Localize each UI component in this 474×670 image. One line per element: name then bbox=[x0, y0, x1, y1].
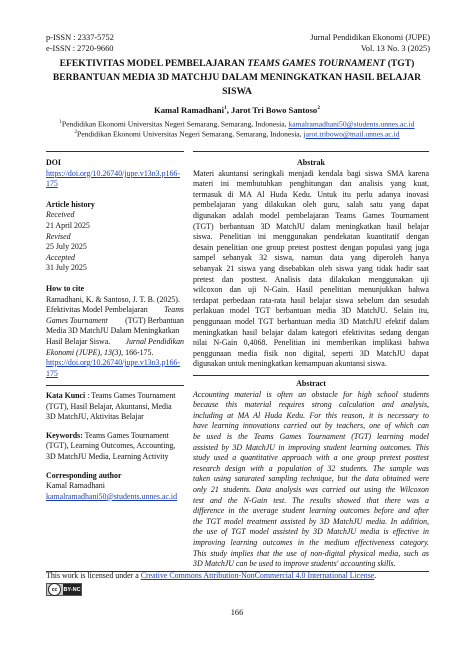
abstrak-line: (TGT) berbantuan 3D MatchJU dalam meningkatkan hasil belajar bbox=[193, 221, 429, 231]
abstrak-line: desain penelitian one group pretest posttest dengan populasi yang juga bbox=[193, 242, 429, 252]
abstrak-line: sampel sebanyak 32 siswa, namun data yang diperoleh hanya bbox=[193, 253, 429, 263]
abstrak-line: pretest dan posttest. Analisis data dilakukan menggunakan uji bbox=[193, 274, 429, 284]
abstract-line: test and the N-Gain test. The results showed that there was a bbox=[193, 495, 429, 505]
abstrak-line: materi ini membutuhkan penghitungan dan analisis yang kuat, bbox=[193, 179, 429, 189]
abstrak-line: termasuk di MA Al Huda Kedu. Untuk itu perlu adanya inovasi bbox=[193, 189, 429, 199]
revised-date: 25 July 2025 bbox=[46, 242, 87, 252]
affiliation-2-email[interactable]: jarot.tribowo@mail.unnes.ac.id bbox=[303, 129, 400, 139]
abstract-line: because this material requires strong calculation and analysis, bbox=[193, 400, 429, 410]
abstract-line: taken using saturated sampling technique, but the data obtained were bbox=[193, 474, 429, 484]
abstrak-line: sebanyak 21 siswa yang disebabkan oleh siswa yang tidak hadir saat bbox=[193, 263, 429, 273]
abstrak-line: terdapat perbedaan rata-rata hasil belajar siswa sebelum dan sesudah bbox=[193, 295, 429, 305]
title-line-2: BERBANTUAN MEDIA 3D MATCHJU DALAM MENINGKATKAN HASIL BELAJAR bbox=[52, 72, 422, 83]
title-line-3: SISWA bbox=[222, 86, 252, 97]
citation-doi-link[interactable]: https://doi.org/10.26740/jupe.v13n3.p166- 175 bbox=[46, 358, 180, 378]
abstrak-section bbox=[193, 158, 429, 370]
affiliation-2: $^2$Pendidikan Ekonomi Universitas Negeri Semarang, Semarang, Indonesia, jarot.tribowo@mail.unnes.ac.id bbox=[74, 129, 400, 139]
accepted-label: Accepted bbox=[46, 252, 75, 262]
license-link[interactable]: Creative Commons Attribution-NonCommercial 4.0 International License bbox=[140, 571, 375, 580]
revised-label: Revised bbox=[46, 231, 71, 241]
abstract-heading: Abstract bbox=[296, 379, 326, 388]
abstract-line: be used is the Teams Games Tournament (TGT) learning model bbox=[193, 431, 429, 441]
abstract-body bbox=[193, 390, 429, 570]
abstrak-line: nilai N-Gain 0,4068. Penelitian ini memberikan implikasi bahwa bbox=[193, 338, 429, 348]
accepted-date: 31 July 2025 bbox=[46, 263, 87, 273]
article-info-sidebar bbox=[46, 158, 184, 379]
abstract-line: including at MA Al Huda Kedu. For this reason, it is necessary to bbox=[193, 410, 429, 420]
abstract-line: only 21 students. Data analysis was carried out using the Wilcoxon bbox=[193, 484, 429, 494]
abstrak-line: digunakan adalah model pembelajaran Teams Games Tournament bbox=[193, 210, 429, 220]
abstrak-line: pembelajaran yang dilakukan oleh guru, salah satu yang dapat bbox=[193, 200, 429, 210]
abstract-line: difference in the average student learning outcomes before and after bbox=[193, 506, 429, 516]
abstrak-line: siswa. Penelitian ini menggunakan pendekatan kuantitatif dengan bbox=[193, 232, 429, 242]
received-date: 21 April 2025 bbox=[46, 220, 90, 230]
abstract-line: improving learning outcomes in the medium effectiveness category. bbox=[193, 537, 429, 547]
journal-name: Jurnal Pendidikan Ekonomi (JUPE) bbox=[310, 33, 430, 42]
kata-kunci: Kata Kunci : Teams Games Tournament (TGT), Hasil Belajar, Akuntansi, Media 3D MatchJU, Aktivitas Belajar bbox=[46, 391, 176, 422]
abstract-top-rule bbox=[193, 151, 429, 152]
p-issn: p-ISSN : 2337-5752 bbox=[46, 33, 114, 42]
abstract-line: study used a quantitative approach with a one group pretest posttest bbox=[193, 453, 429, 463]
cc-badge-label: BY-NC bbox=[63, 584, 81, 595]
corresponding-email[interactable]: kamalramadhani50@students.unnes.ac.id bbox=[46, 491, 178, 501]
abstract-line: assisted by 3D MatchJU in improving student learning outcomes. This bbox=[193, 442, 429, 452]
abstract-line: the TGT model treatment assisted by 3D MatchJU media. In addition, bbox=[193, 516, 429, 526]
abstract-line: have learning innovations carried out by teachers, one of which can bbox=[193, 421, 429, 431]
history-heading: Article history bbox=[46, 199, 95, 209]
abstrak-heading: Abstrak bbox=[296, 158, 325, 167]
abstract-section bbox=[193, 379, 429, 570]
corresponding-heading: Corresponding author bbox=[46, 470, 122, 480]
abstrak-bottom-rule bbox=[193, 375, 429, 376]
abstrak-line: digunakan untuk meningkatkan kemampuan akuntansi siswa. bbox=[193, 359, 387, 369]
cc-by-nc-badge[interactable] bbox=[46, 583, 82, 596]
abstract-line: Accounting material is often an obstacle for high school students bbox=[193, 389, 429, 399]
abstract-line: research design with a population of 32 students. The sample was bbox=[193, 463, 429, 473]
abstrak-line: perlakuan model TGT berbantuan media 3D MatchJU. Selain itu, bbox=[193, 306, 429, 316]
abstrak-line: penggunaan media fisik non digital, seperti 3D MatchJU dapat bbox=[193, 348, 429, 358]
doi-link[interactable]: https://doi.org/10.26740/jupe.v13n3.p166- 175 bbox=[46, 168, 180, 189]
license-notice: This work is licensed under a Creative Commons Attribution-NonCommercial 4.0 International License. bbox=[46, 571, 377, 580]
abstract-line: the use of TGT model assisted by 3D MatchJU media is effective in bbox=[193, 527, 429, 537]
author-list: Kamal Ramadhani$^1$, Jarot Tri Bowo Santoso$^2$ bbox=[154, 105, 320, 115]
abstrak-line: penggunaan model TGT berbantuan media 3D MatchJU efektif dalam bbox=[193, 316, 429, 326]
keywords-block bbox=[46, 391, 184, 502]
received-label: Received bbox=[46, 210, 75, 220]
cc-icon: cc bbox=[48, 583, 61, 596]
sidebar-mid-rule bbox=[46, 385, 184, 386]
abstrak-line: Materi akuntansi seringkali menjadi kendala bagi siswa SMA karena bbox=[193, 168, 429, 178]
cite-heading: How to cite bbox=[46, 283, 85, 293]
journal-volume: Vol. 13 No. 3 (2025) bbox=[360, 44, 430, 53]
abstrak-body bbox=[193, 169, 429, 370]
e-issn: e-ISSN : 2720-9660 bbox=[46, 44, 114, 53]
keywords-en: Keywords: Teams Games Tournament (TGT), Learning Outcomes, Accounting, 3D MatchJU Media, Learning Activity bbox=[46, 430, 176, 461]
affiliation-1: $^1$Pendidikan Ekonomi Universitas Negeri Semarang, Semarang, Indonesia, kamalramadhani50@students.unnes.ac.id bbox=[59, 119, 415, 129]
abstrak-line: meningkatkan hasil belajar dalam kategori efektivitas sedang dengan bbox=[193, 327, 429, 337]
paper-title bbox=[40, 57, 434, 99]
abstract-line: 3D MatchJU can be used to improve students' accounting skills. bbox=[193, 559, 396, 569]
sidebar-top-rule bbox=[46, 151, 184, 152]
page-number: 166 bbox=[230, 608, 244, 617]
citation-text: Ramadhani, K. & Santoso, J. T. B. (2025). Efektivitas Model Pembelajaran Teams Games Tournament (TGT) Berbantuan Media 3D MatchJU Dalam Meningkatkan Hasil Belajar Siswa. Jurnal Pendidikan Ekonomi (JUPE), 13(3), 166-175. bbox=[46, 294, 184, 357]
affiliation-1-email[interactable]: kamalramadhani50@students.unnes.ac.id bbox=[288, 119, 415, 129]
title-line-1: EFEKTIVITAS MODEL PEMBELAJARAN TEAMS GAMES TOURNAMENT (TGT) bbox=[59, 58, 415, 69]
doi-heading: DOI bbox=[46, 158, 61, 167]
abstract-line: This study implies that the use of non-digital physical media, such as bbox=[193, 548, 429, 558]
abstrak-line: wilcoxon dan uji N-Gain. Hasil penelitian menunjukkan bahwa bbox=[193, 285, 429, 295]
corresponding-name: Kamal Ramadhani bbox=[46, 481, 105, 491]
